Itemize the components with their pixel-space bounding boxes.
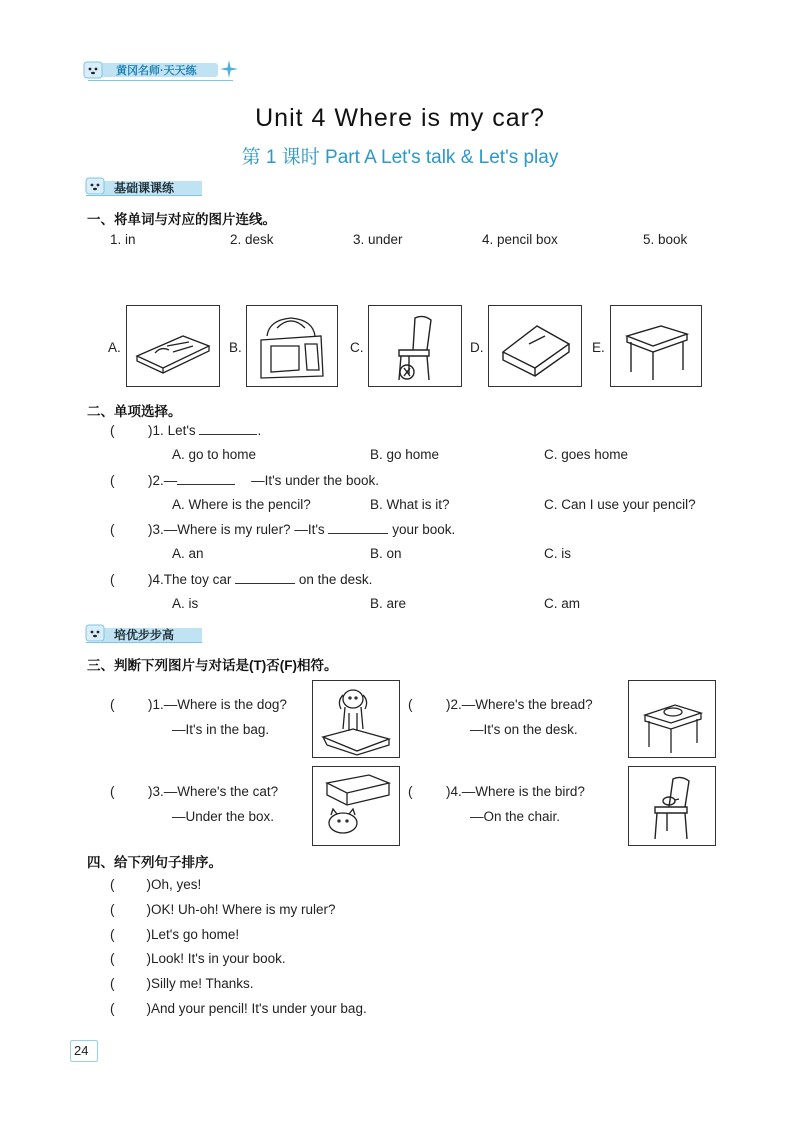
q4-item: ( )And your pencil! It's under your bag.: [110, 1001, 367, 1016]
q1-heading: 一、将单词与对应的图片连线。: [87, 212, 276, 227]
q2-item-1: ( )1. Let's .: [110, 423, 262, 438]
bread-on-desk-icon: [628, 680, 716, 758]
lesson-subtitle: 第 1 课时 Part A Let's talk & Let's play: [241, 147, 559, 168]
page-title: Unit 4 Where is my car?: [255, 104, 545, 132]
q2-3-option-a: A. an: [172, 546, 204, 561]
basic-section-tag: [84, 175, 204, 197]
q2-item-4: ( )4.The toy car on the desk.: [110, 572, 373, 587]
q2-1-option-b: B. go home: [370, 447, 440, 462]
q1-word-1: 1. in: [110, 232, 136, 247]
fill-in-blank[interactable]: [235, 571, 295, 584]
bear-mascot-icon: [84, 175, 108, 197]
q1-pic-label-b: B.: [229, 340, 242, 355]
series-logo-text: 黄冈名师·天天练: [116, 65, 197, 77]
q3-2-reply: —It's on the desk.: [470, 722, 578, 737]
q3-item-4: ( )4.—Where is the bird?: [408, 784, 585, 799]
q3-item-2: ( )2.—Where's the bread?: [408, 697, 593, 712]
q4-heading: 四、给下列句子排序。: [87, 855, 222, 870]
q2-item-2: ( )2.— —It's under the book.: [110, 473, 379, 488]
sparkle-icon: [220, 60, 238, 78]
pencil-box-icon: [126, 305, 220, 387]
q3-item-3: ( )3.—Where's the cat?: [110, 784, 279, 799]
chair-ball-icon: [368, 305, 462, 387]
q2-3-option-b: B. on: [370, 546, 402, 561]
advanced-section-tag: [84, 622, 204, 644]
q1-word-3: 3. under: [353, 232, 403, 247]
school-bag-icon: [246, 305, 338, 387]
q2-1-option-c: C. goes home: [544, 447, 629, 462]
cat-under-box-icon: [312, 766, 400, 846]
q4-item: ( )Look! It's in your book.: [110, 951, 286, 966]
bear-mascot-icon: [84, 622, 108, 644]
q1-word-2: 2. desk: [230, 232, 274, 247]
fill-in-blank[interactable]: [199, 422, 257, 435]
q2-4-option-b: B. are: [370, 596, 407, 611]
q2-2-option-a: A. Where is the pencil?: [172, 497, 311, 512]
desk-icon: [610, 305, 702, 387]
q1-pic-label-e: E.: [592, 340, 605, 355]
q2-2-option-c: C. Can I use your pencil?: [544, 497, 696, 512]
q4-item: ( )Let's go home!: [110, 927, 240, 942]
q2-2-option-b: B. What is it?: [370, 497, 450, 512]
q3-heading: 三、判断下列图片与对话是(T)否(F)相符。: [87, 658, 338, 673]
series-logo: [82, 58, 232, 82]
q1-word-5: 5. book: [643, 232, 688, 247]
q1-pic-label-c: C.: [350, 340, 364, 355]
answer-paren-open: (: [110, 423, 115, 438]
q2-heading: 二、单项选择。: [87, 404, 182, 419]
fill-in-blank[interactable]: [177, 472, 235, 485]
basic-section-label: 基础课课练: [114, 181, 175, 195]
q4-item: ( )OK! Uh-oh! Where is my ruler?: [110, 902, 336, 917]
q1-pic-label-d: D.: [470, 340, 484, 355]
fill-in-blank[interactable]: [328, 521, 388, 534]
q3-item-1: ( )1.—Where is the dog?: [110, 697, 287, 712]
q3-4-reply: —On the chair.: [470, 809, 561, 824]
q1-pic-label-a: A.: [108, 340, 121, 355]
q4-item: ( )Silly me! Thanks.: [110, 976, 254, 991]
advanced-section-label: 培优步步高: [114, 628, 175, 642]
q1-word-4: 4. pencil box: [482, 232, 558, 247]
q3-1-reply: —It's in the bag.: [172, 722, 270, 737]
bird-on-chair-icon: [628, 766, 716, 846]
book-icon: [488, 305, 582, 387]
q4-item: ( )Oh, yes!: [110, 877, 202, 892]
q2-3-option-c: C. is: [544, 546, 571, 561]
bear-mascot-icon: [82, 58, 106, 82]
q2-item-3: ( )3.—Where is my ruler? —It's your book.: [110, 522, 456, 537]
q2-4-option-a: A. is: [172, 596, 199, 611]
dog-on-bag-icon: [312, 680, 400, 758]
q2-4-option-c: C. am: [544, 596, 581, 611]
page-number: 24: [70, 1040, 98, 1062]
q3-3-reply: —Under the box.: [172, 809, 275, 824]
q2-1-option-a: A. go to home: [172, 447, 257, 462]
